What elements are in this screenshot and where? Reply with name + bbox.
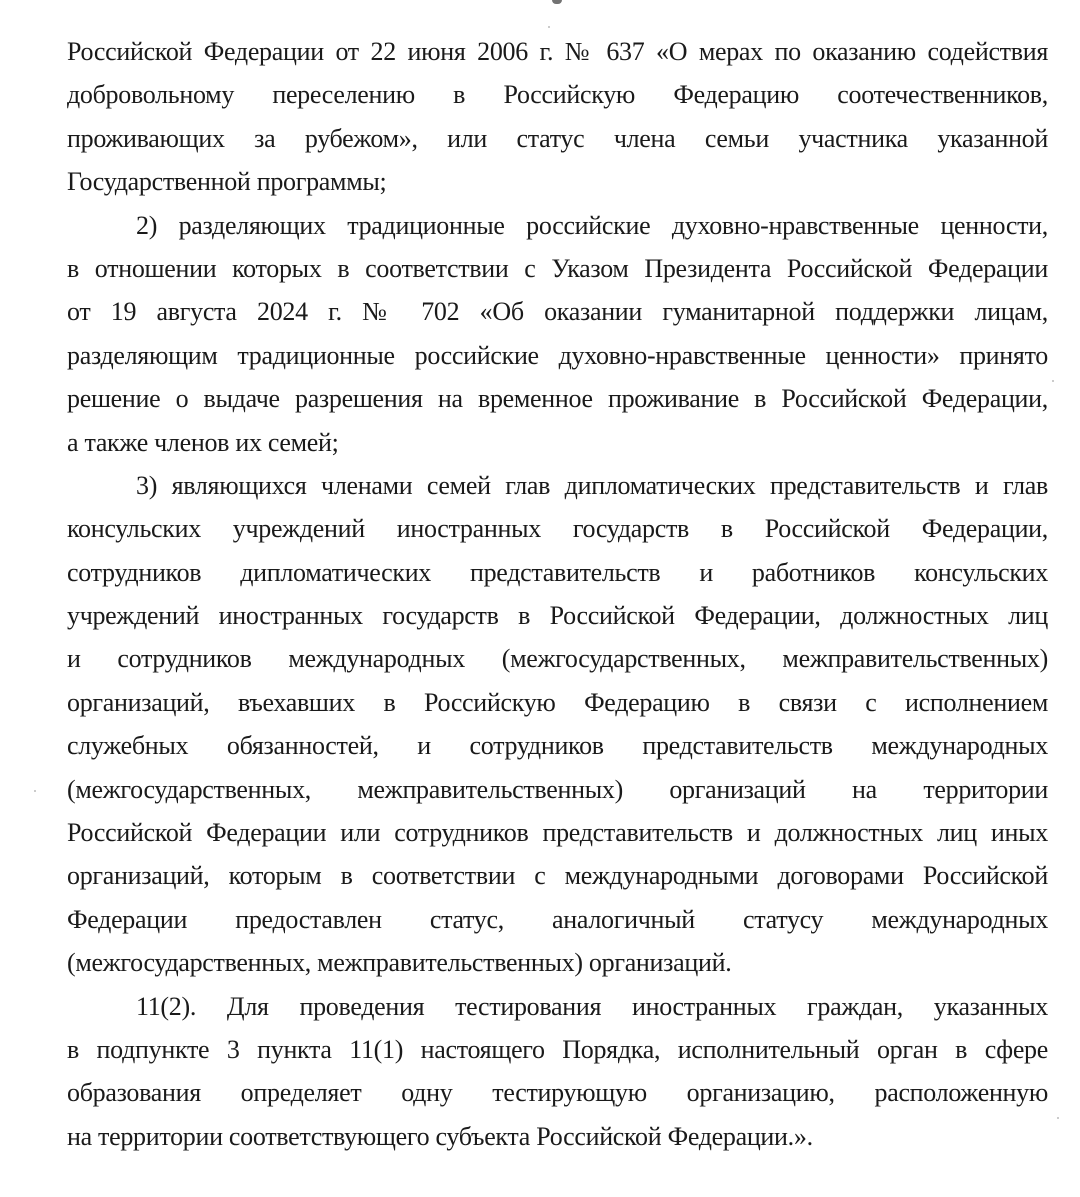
text-line: а также членов их семей; (67, 427, 339, 457)
text-line: (межгосударственных, межправительственных) организаций на территории (67, 774, 1048, 804)
text-line: добровольному переселению в Российскую Федерацию соотечественников, (67, 80, 1048, 110)
paragraph-item-2 (67, 204, 1048, 464)
text-line: Федерации предоставлен статус, аналогичный статусу международных (67, 904, 1048, 934)
scan-speck (548, 26, 550, 28)
text-line: организаций, въехавших в Российскую Федерацию в связи с исполнением (67, 687, 1048, 717)
text-line: организаций, которым в соответствии с международными договорами Российской (67, 861, 1048, 891)
text-line: Российской Федерации от 22 июня 2006 г. № 637 «О мерах по оказанию содействия (67, 37, 1048, 66)
text-line: и сотрудников международных (межгосударственных, межправительственных) (67, 644, 1048, 674)
document-body (67, 30, 1048, 1158)
text-line: в отношении которых в соответствии с Указом Президента Российской Федерации (67, 253, 1048, 283)
text-line: 3) являющихся членами семей глав дипломатических представительств и глав (136, 470, 1048, 500)
paragraph-item-3 (67, 464, 1048, 985)
text-line: 11(2). Для проведения тестирования иностранных граждан, указанных (136, 991, 1048, 1021)
text-line: образования определяет одну тестирующую организацию, расположенную (67, 1078, 1048, 1108)
text-line: 2) разделяющих традиционные российские духовно-нравственные ценности, (136, 210, 1048, 240)
page-number-mark-cropped (552, 0, 562, 4)
text-line: Российской Федерации или сотрудников представительств и должностных лиц иных (67, 818, 1048, 848)
paragraph-11-2 (67, 985, 1048, 1159)
scan-speck (34, 790, 36, 792)
text-line: сотрудников дипломатических представительств и работников консульских (67, 557, 1048, 587)
text-line: служебных обязанностей, и сотрудников представительств международных (67, 731, 1048, 761)
text-line: консульских учреждений иностранных государств в Российской Федерации, (67, 514, 1048, 544)
text-line: учреждений иностранных государств в Российской Федерации, должностных лиц (67, 601, 1048, 631)
text-line: в подпункте 3 пункта 11(1) настоящего Порядка, исполнительный орган в сфере (67, 1034, 1048, 1064)
text-line: на территории соответствующего субъекта Российской Федерации.». (67, 1121, 813, 1151)
text-line: разделяющим традиционные российские духовно-нравственные ценности» принято (67, 340, 1048, 370)
text-line: решение о выдаче разрешения на временное проживание в Российской Федерации, (67, 384, 1048, 414)
text-line: (межгосударственных, межправительственных) организаций. (67, 948, 732, 978)
text-line: от 19 августа 2024 г. № 702 «Об оказании гуманитарной поддержки лицам, (67, 297, 1048, 327)
text-line: Государственной программы; (67, 167, 387, 197)
scan-speck (1057, 1117, 1059, 1119)
text-line: проживающих за рубежом», или статус члена семьи участника указанной (67, 123, 1048, 153)
scan-speck (1052, 380, 1054, 382)
paragraph-continuation (67, 30, 1048, 204)
